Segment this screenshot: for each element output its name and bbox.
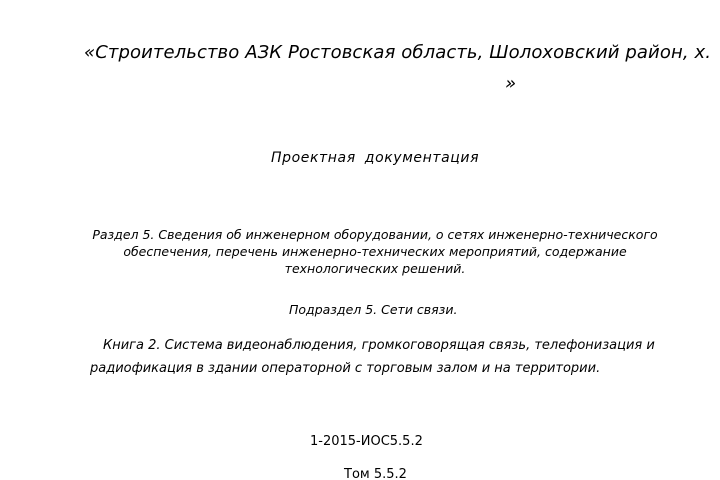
document-title-line-2: » — [505, 73, 517, 94]
book-title-line-1: Книга 2. Система видеонаблюдения, громкоговорящая связь, телефонизация и — [103, 338, 655, 353]
volume-number: Том 5.5.2 — [344, 467, 407, 480]
section-heading: Раздел 5. Сведения об инженерном оборудовании, о сетях инженерно-технического обеспечения, перечень инженерно-технических мероприятий, содержание технологических решений. — [92, 227, 658, 276]
document-title-line-1: «Строительство АЗК Ростовская область, Шолоховский район, х. — [84, 42, 712, 63]
book-title-line-2: радиофикация в здании операторной с торговым залом и на территории. — [90, 361, 601, 376]
document-subtitle: Проектная документация — [271, 150, 480, 166]
document-code: 1-2015-ИОС5.5.2 — [310, 434, 423, 449]
subsection-heading: Подраздел 5. Сети связи. — [289, 302, 458, 317]
